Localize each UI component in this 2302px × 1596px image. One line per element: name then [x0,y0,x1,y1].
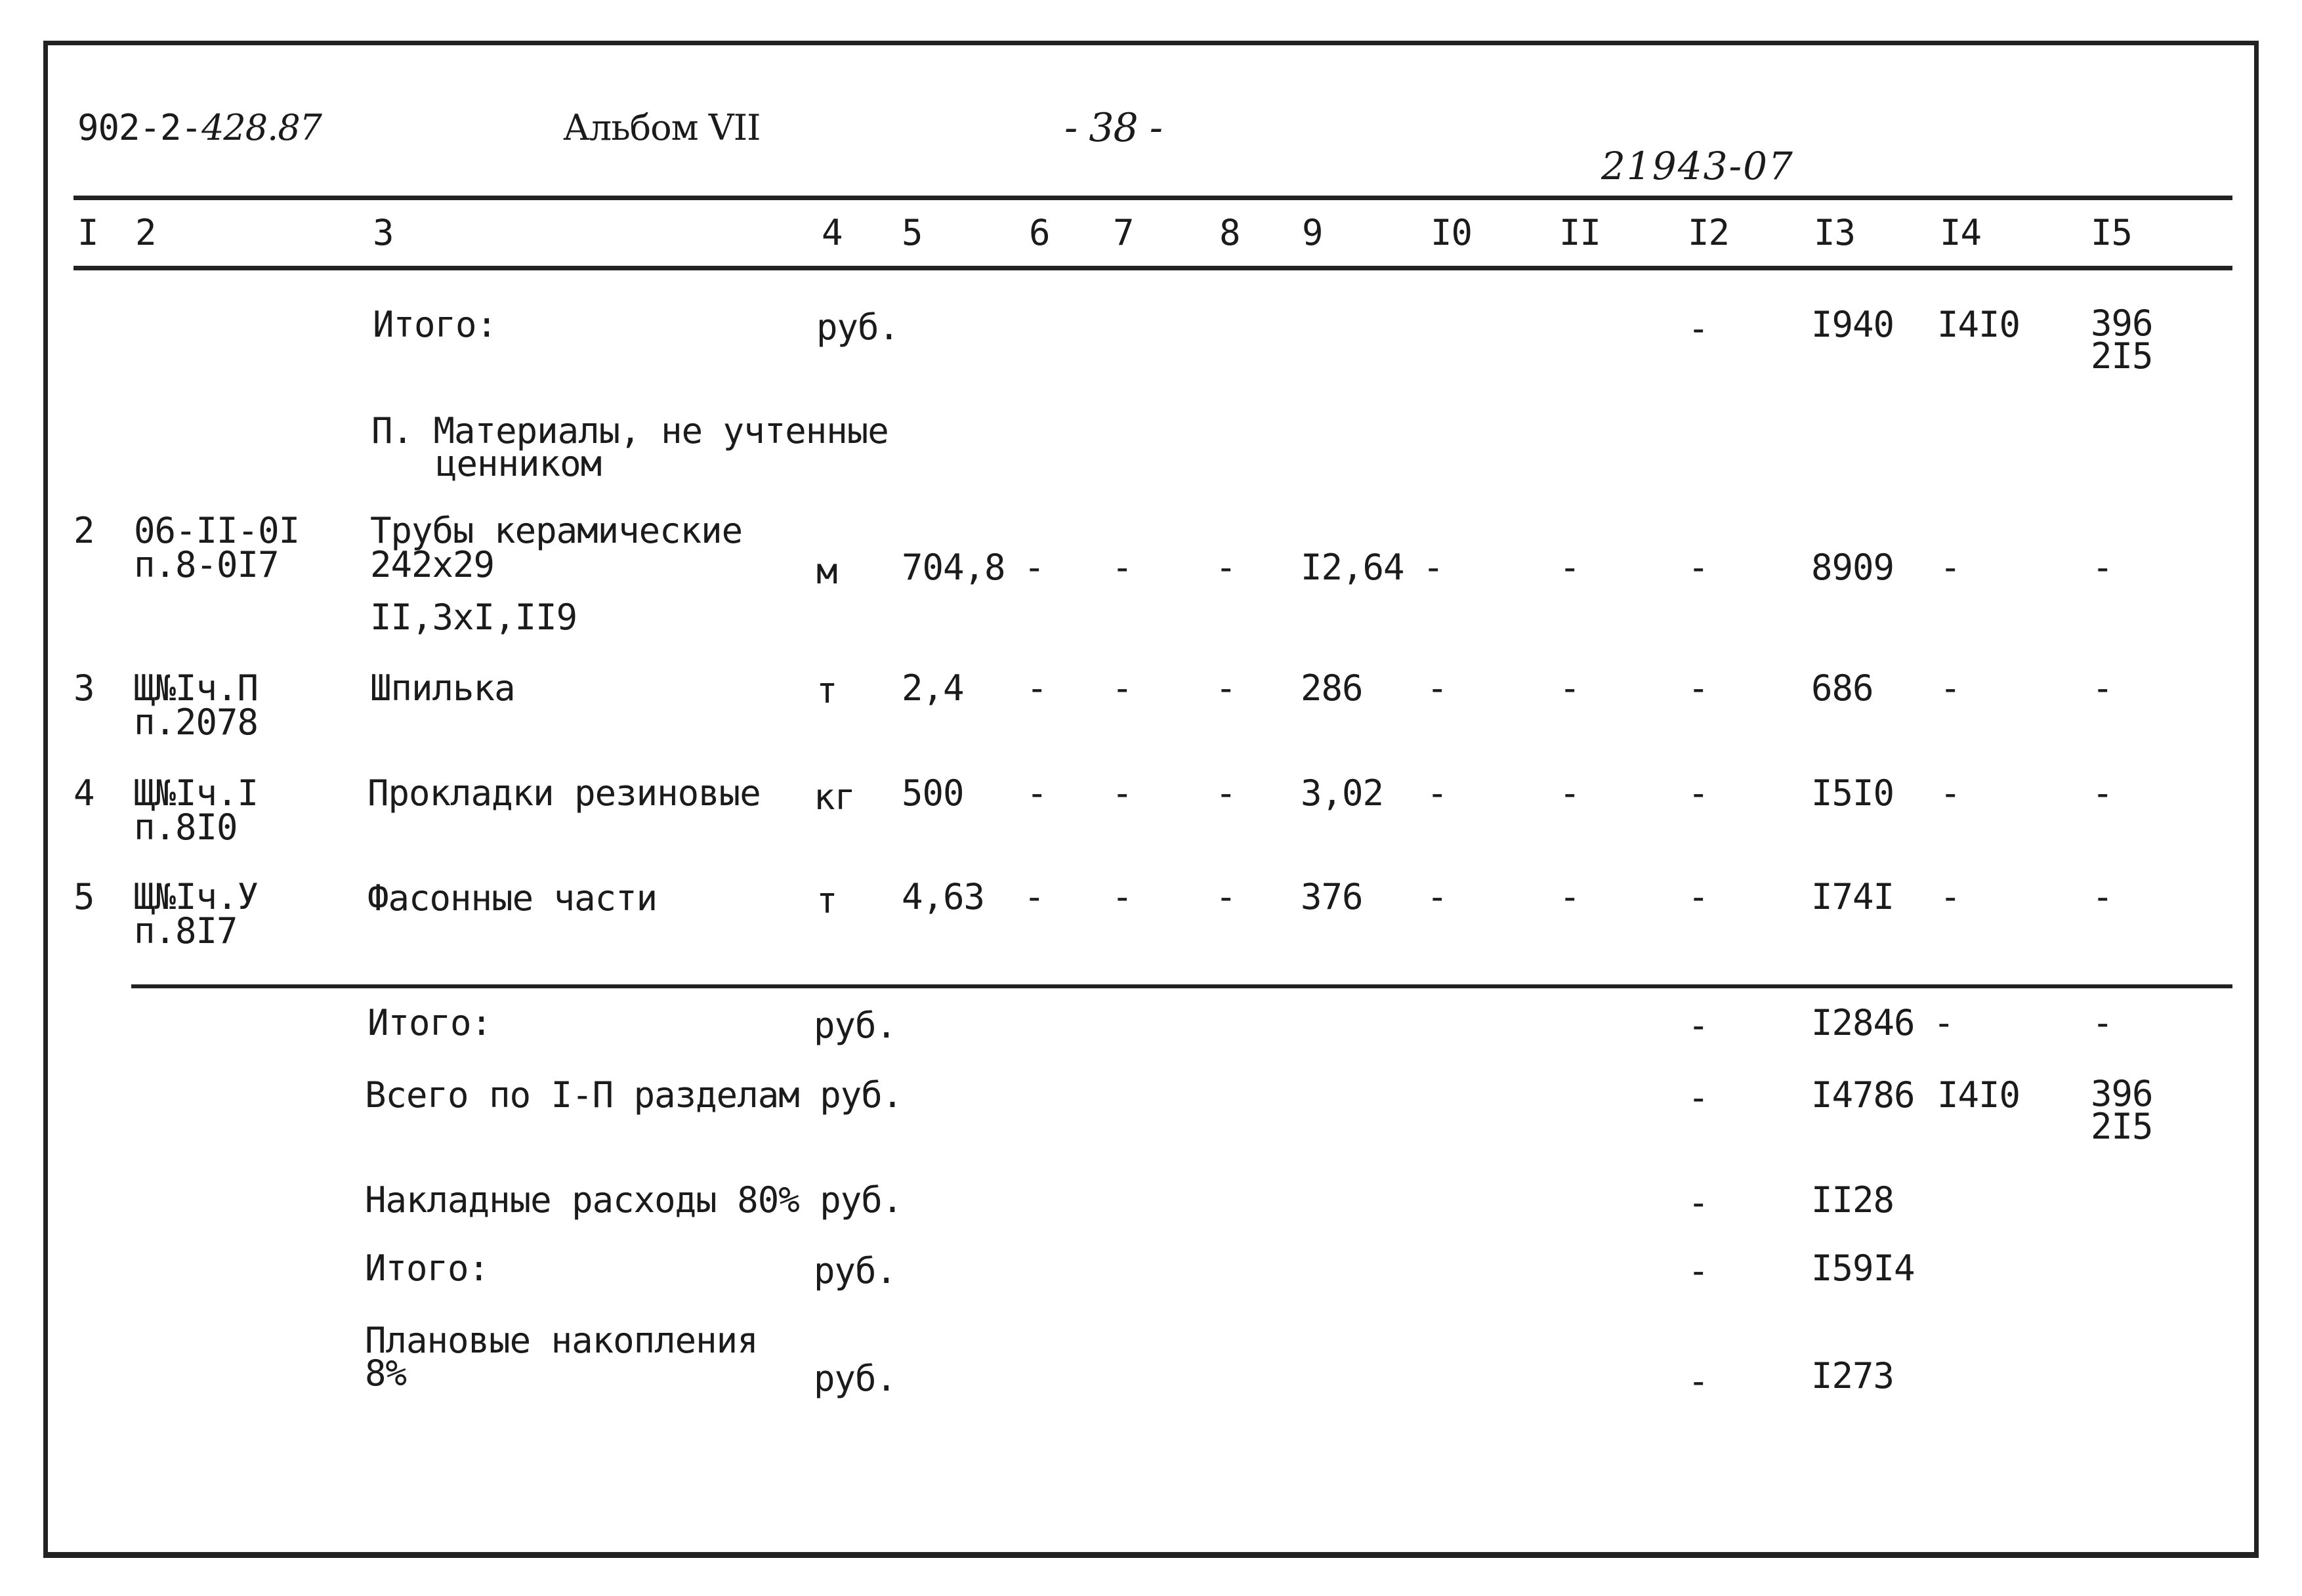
row-number: 5 [73,876,94,917]
row-name: Итого: [367,1002,492,1043]
cell-12: - [1688,667,1709,709]
cell-12: - [1688,772,1709,814]
cell-15: - [2092,547,2113,588]
cell-8: - [1215,667,1236,709]
cell-10: - [1423,547,1444,588]
col-3: 3 [373,212,394,253]
cell-10: - [1427,667,1448,709]
col-9: 9 [1302,212,1323,253]
cell-15-bottom: 2I5 [2091,335,2153,377]
cell-14: - [1940,772,1961,814]
cell-12: - [1688,1005,1709,1046]
cell-13: I2846 [1811,1002,1915,1043]
row-name-2: 242x29 [370,544,495,585]
cell-7: - [1112,547,1133,588]
cell-13: II28 [1811,1179,1894,1221]
page-number: - 38 - [1064,105,1163,151]
row-code-2: п.8I0 [134,807,238,848]
row-code: Щ№Iч.I [134,772,259,814]
col-5: 5 [902,212,923,253]
col-1: I [77,212,98,253]
cell-13: I5I0 [1811,772,1894,814]
cell-7: - [1112,772,1133,814]
row-unit: руб. [816,306,900,348]
cell-14: - [1940,876,1961,917]
header-top-rule [73,196,2232,200]
cell-11: - [1559,876,1580,917]
cell-12: - [1688,1182,1709,1223]
cell-15: - [2092,667,2113,709]
cell-5: 4,63 [902,876,985,917]
row-number: 4 [73,772,94,814]
cell-13: I4786 [1811,1074,1915,1116]
cell-14: - [1940,547,1961,588]
cell-8: - [1215,876,1236,917]
cell-7: - [1112,667,1133,709]
cell-7: - [1112,876,1133,917]
row-number: 3 [73,667,94,709]
col-15: I5 [2091,212,2133,253]
row-name-3: II,3xI,II9 [370,597,577,638]
row-unit: руб. [814,1250,897,1292]
cell-6: - [1026,772,1047,814]
album-label: Альбом VII [563,107,761,148]
row-unit: т [816,880,837,921]
row-name: Прокладки резиновые [367,772,761,814]
col-14: I4 [1940,212,1982,253]
cell-13: I940 [1811,304,1894,345]
cell-15: - [2092,876,2113,917]
col-13: I3 [1814,212,1856,253]
cell-5: 500 [902,772,964,814]
cell-12: - [1688,1077,1709,1118]
cell-11: - [1559,667,1580,709]
cell-6: - [1026,667,1047,709]
cell-13: I273 [1811,1355,1894,1396]
cell-10: - [1427,876,1448,917]
row-name: Плановые накопления [365,1320,758,1361]
cell-8: - [1215,772,1236,814]
section-rule [131,984,2232,988]
row-unit: т [816,670,837,711]
col-8: 8 [1219,212,1240,253]
row-code-2: п.2078 [134,702,259,743]
col-11: II [1559,212,1601,253]
row-code-2: п.8I7 [134,910,238,952]
cell-10: - [1427,772,1448,814]
row-unit: руб. [814,1358,897,1399]
cell-5: 2,4 [902,667,964,709]
cell-12: - [1688,547,1709,588]
cell-12: - [1688,876,1709,917]
col-6: 6 [1029,212,1050,253]
cell-9: I2,64 [1301,547,1404,588]
row-code: Щ№Iч.У [134,876,259,917]
cell-6: - [1024,547,1045,588]
cell-8: - [1215,547,1236,588]
cell-15-bottom: 2I5 [2091,1106,2153,1147]
cell-12: - [1688,1250,1709,1292]
row-unit: кг [814,776,856,818]
col-4: 4 [822,212,843,253]
cell-5: 704,8 [902,547,1005,588]
cell-12: - [1688,1360,1709,1402]
cell-14: I4I0 [1937,1074,2020,1116]
cell-14: - [1940,667,1961,709]
row-name: Шпилька [370,667,515,709]
row-name: Трубы керамические [370,510,743,551]
col-12: I2 [1688,212,1730,253]
cell-15-top: 396 [2091,303,2153,344]
row-code: Щ№Iч.П [134,667,259,709]
row-name: Накладные расходы 80% руб. [365,1179,903,1221]
row-name: Итого: [373,304,497,345]
cell-13: 8909 [1811,547,1894,588]
section-title-2: ценником [436,443,602,484]
cell-9: 286 [1301,667,1363,709]
cell-13: I74I [1811,876,1894,917]
col-10: I0 [1431,212,1473,253]
row-unit: м [816,551,837,592]
cell-14: I4I0 [1937,304,2020,345]
row-number: 2 [73,510,94,551]
col-7: 7 [1113,212,1134,253]
cell-9: 376 [1301,876,1363,917]
cell-13: I59I4 [1811,1248,1915,1289]
row-name: Итого: [365,1248,490,1289]
cell-14: - [1933,1002,1954,1043]
sheet-code: 21943-07 [1601,144,1794,188]
cell-15-top: 396 [2091,1073,2153,1114]
section-title: П. Материалы, не учтенные [371,410,889,452]
row-name: Всего по I-П разделам руб. [365,1074,903,1116]
cell-13: 686 [1811,667,1873,709]
col-2: 2 [135,212,156,253]
row-code: 06-II-0I [134,510,300,551]
cell-11: - [1559,772,1580,814]
cell-11: - [1559,547,1580,588]
row-name-2: 8% [365,1353,407,1394]
cell-6: - [1024,876,1045,917]
cell-15: - [2092,1002,2113,1043]
cell-9: 3,02 [1301,772,1384,814]
row-unit: руб. [814,1005,897,1046]
cell-15: - [2092,772,2113,814]
cell-12: - [1688,308,1709,349]
row-name: Фасонные части [367,877,658,919]
header-bottom-rule [73,266,2232,270]
row-code-2: п.8-0I7 [134,544,279,585]
document-code: 902-2-428.87 [77,107,322,148]
